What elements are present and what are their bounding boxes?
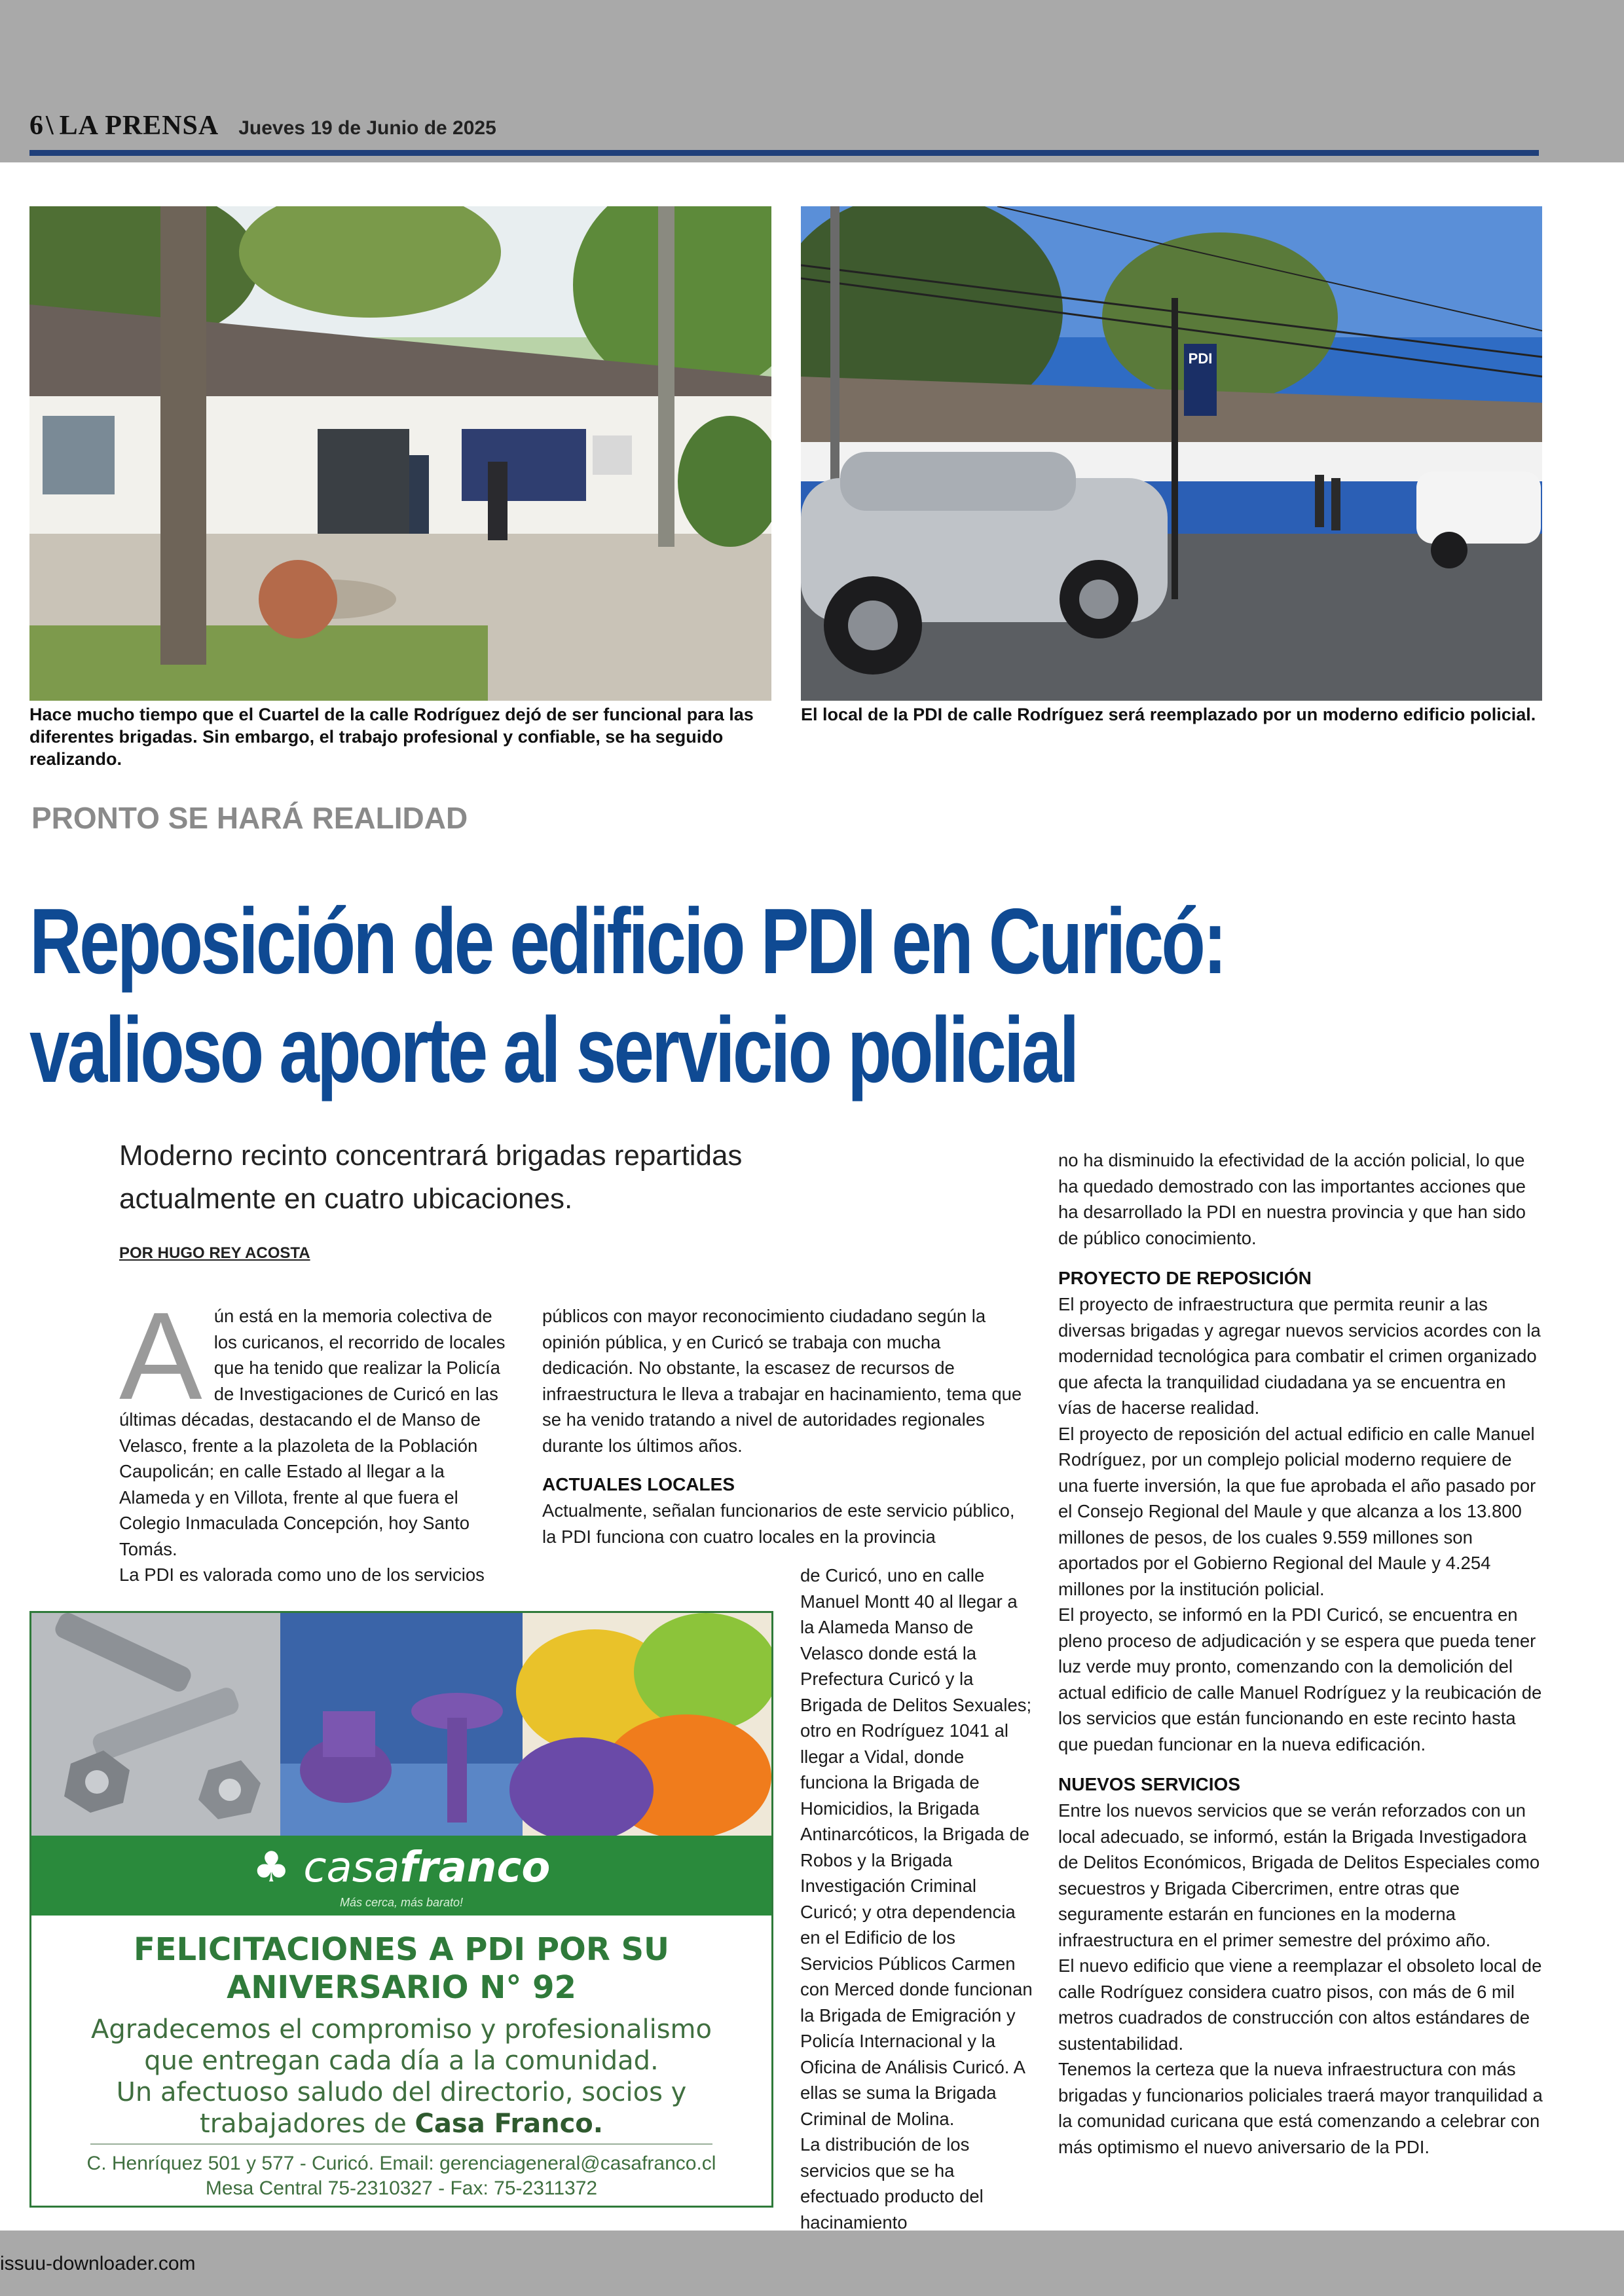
byline: POR HUGO REY ACOSTA xyxy=(119,1244,310,1262)
ad-body-line-1: Agradecemos el compromiso y profesionalismo xyxy=(90,2014,712,2045)
col2-paragraph-1: públicos con mayor reconocimiento ciudadano según la opinión pública, y en Curicó se trabaja con mucha dedicación. No obstante, la escasez de recursos de infraestructura le lleva a trabajar en hacinamiento, tema que se ha venido tratando a nivel de autoridades regionales durante los últimos años. xyxy=(542,1306,1022,1456)
ad-footer-phones: Mesa Central 75-2310327 - Fax: 75-2311372 xyxy=(205,2177,598,2199)
ad-body-line-3: Un afectuoso saludo del directorio, socios y xyxy=(116,2077,687,2107)
cuartel-photo xyxy=(29,206,771,701)
article-kicker: PRONTO SE HARÁ REALIDAD xyxy=(31,801,468,835)
page-number: 6 xyxy=(29,111,43,141)
col3-paragraph-7: Tenemos la certeza que la nueva infraestructura con más brigadas y funcionarios policiales traerá mayor tranquilidad a la comunidad curicana que está comenzando a celebrar con más optimismo el nuevo aniversario de la PDI. xyxy=(1058,2059,1543,2157)
headline-line-1: Reposición de edificio PDI en Curicó: xyxy=(29,889,1225,993)
col3-paragraph-5: Entre los nuevos servicios que se verán reforzados con un local adecuado, se informó, están la Brigada Investigadora de Delitos Económicos, Brigada de Delitos Especiales como secuestros y Brigada Cibercrimen, entre otras que seguramente estarán en funciones en la moderna infraestructura en el primer semestre del próximo año. xyxy=(1058,1800,1540,1950)
deck-line-2: actualmente en cuatro ubicaciones. xyxy=(119,1183,573,1215)
subhead-proyecto-reposicion: PROYECTO DE REPOSICIÓN xyxy=(1058,1268,1312,1288)
ad-footer xyxy=(31,2151,771,2201)
issue-date: Jueves 19 de Junio de 2025 xyxy=(238,117,496,139)
brand-bold: franco xyxy=(399,1843,551,1892)
casafranco-advertisement xyxy=(29,1611,773,2208)
ad-body-line-4-text: trabajadores de xyxy=(200,2109,415,2139)
newspaper-name: LA PRENSA xyxy=(59,111,219,141)
pdi-sign-text: PDI xyxy=(1188,350,1213,367)
ad-headline-line-2: ANIVERSARIO N° 92 xyxy=(227,1969,576,2006)
ad-footer-address: C. Henríquez 501 y 577 - Curicó. Email: gerenciageneral@casafranco.cl xyxy=(86,2153,716,2174)
article-column-1 xyxy=(119,1287,512,1588)
col1-paragraph-2: La PDI es valorada como uno de los servicios xyxy=(119,1565,485,1585)
ad-body-line-4 xyxy=(31,2108,771,2139)
article-column-2 xyxy=(542,1303,1027,1549)
col2-paragraph-2: Actualmente, señalan funcionarios de este servicio público, la PDI funciona con cuatro locales en la provincia xyxy=(542,1500,1015,1547)
ad-divider xyxy=(90,2143,712,2145)
col3-paragraph-1: no ha disminuido la efectividad de la acción policial, lo que ha quedado demostrado con las importantes acciones que ha desarrollado la PDI en nuestra provincia y que han sido de público conocimiento. xyxy=(1058,1150,1526,1248)
drop-cap: A xyxy=(119,1287,202,1426)
article-column-3 xyxy=(1058,1147,1543,2160)
col3-paragraph-4: El proyecto, se informó en la PDI Curicó, se encuentra en pleno proceso de adjudicación y se espera que pueda tener luz verde muy pronto, comenzando con la demolición del actual edificio de calle Manuel Rodríguez y la reubicación de los servicios que están funcionando en este recinto hasta que puedan funcionar en la nueva edificación. xyxy=(1058,1604,1542,1754)
subhead-actuales-locales: ACTUALES LOCALES xyxy=(542,1474,735,1494)
pdi-photo-caption: El local de la PDI de calle Rodríguez será reemplazado por un moderno edificio policial. xyxy=(801,705,1536,724)
col2b-paragraph-2: La distribución de los servicios que se ha efectuado producto del hacinamiento xyxy=(800,2134,984,2232)
brand-light: casa xyxy=(303,1843,400,1892)
ad-headline xyxy=(31,1931,771,2007)
col2b-paragraph-1: de Curicó, uno en calle Manuel Montt 40 al llegar a la Alameda Manso de Velasco donde está la Prefectura Curicó y la Brigada de Delitos Sexuales; otro en Rodríguez 1041 al llegar a Vidal, donde funciona la Brigada de Homicidios, la Brigada Antinarcóticos, la Brigada de Robos y la Brigada Investigación Criminal Curicó; y otra dependencia en el Edificio de los Servicios Públicos Carmen con Merced donde funcionan la Brigada de Emigración y Policía Internacional y la Oficina de Análisis Curicó. A ellas se suma la Brigada Criminal de Molina. xyxy=(800,1565,1033,2129)
ad-body-line-2: que entregan cada día a la comunidad. xyxy=(144,2046,659,2076)
watermark: issuu-downloader.com xyxy=(0,2253,196,2274)
col3-paragraph-2: El proyecto de infraestructura que permita reunir a las diversas brigadas y agregar nuevos servicios acordes con la modernidad tecnológica para combatir el crimen organizado que afecta la tranquilidad ciudadana ya se encuentra en vías de hacerse realidad. xyxy=(1058,1294,1541,1418)
ad-brand-logo xyxy=(31,1843,771,1892)
ad-product-image xyxy=(31,1613,771,1836)
subhead-nuevos-servicios: NUEVOS SERVICIOS xyxy=(1058,1774,1241,1794)
ad-slogan: Más cerca, más barato! xyxy=(339,1896,464,1909)
article-column-2b xyxy=(800,1563,1033,2235)
ad-headline-line-1: FELICITACIONES A PDI POR SU xyxy=(133,1931,670,1968)
cuartel-photo-caption: Hace mucho tiempo que el Cuartel de la calle Rodríguez dejó de ser funcional para las diferentes brigadas. Sin embargo, el trabajo profesional y confiable, se ha seguido realizando. xyxy=(29,705,754,769)
pdi-street-photo xyxy=(801,206,1542,701)
article-headline xyxy=(29,887,1225,1105)
ad-body-line-4-brand: Casa Franco. xyxy=(415,2109,603,2139)
ad-body xyxy=(31,2014,771,2139)
page-header xyxy=(29,110,496,147)
headline-line-2: valioso aporte al servicio policial xyxy=(29,998,1077,1102)
col3-paragraph-6: El nuevo edificio que viene a reemplazar el obsoleto local de calle Rodríguez considera cuatro pisos, con más de 6 mil metros cuadrados de construcción con altos estándares de sustentabilidad. xyxy=(1058,1955,1542,2054)
article-deck xyxy=(119,1134,905,1221)
clover-icon: ♣ xyxy=(252,1843,290,1892)
deck-line-1: Moderno recinto concentrará brigadas repartidas xyxy=(119,1139,743,1172)
separator: \ xyxy=(46,111,54,141)
col1-paragraph-1: ún está en la memoria colectiva de los curicanos, el recorrido de locales que ha tenido que realizar la Policía de Investigaciones de Curicó en las últimas décadas, destacando el de Manso de Velasco, frente a la plazoleta de la Población Caupolicán; en calle Estado al llegar a la Alameda y en Villota, frente al que fuera el Colegio Inmaculada Concepción, hoy Santo Tomás. xyxy=(119,1306,506,1559)
header-rule xyxy=(29,150,1539,156)
col3-paragraph-3: El proyecto de reposición del actual edificio en calle Manuel Rodríguez, por un complejo policial moderno requiere de una fuerte inversión, la que fue aprobada el año pasado por el Consejo Regional del Maule y que alcanza a los 13.800 millones de pesos, de los cuales 9.559 millones son aportados por el Gobierno Regional del Maule y 4.254 millones por la institución policial. xyxy=(1058,1423,1536,1599)
